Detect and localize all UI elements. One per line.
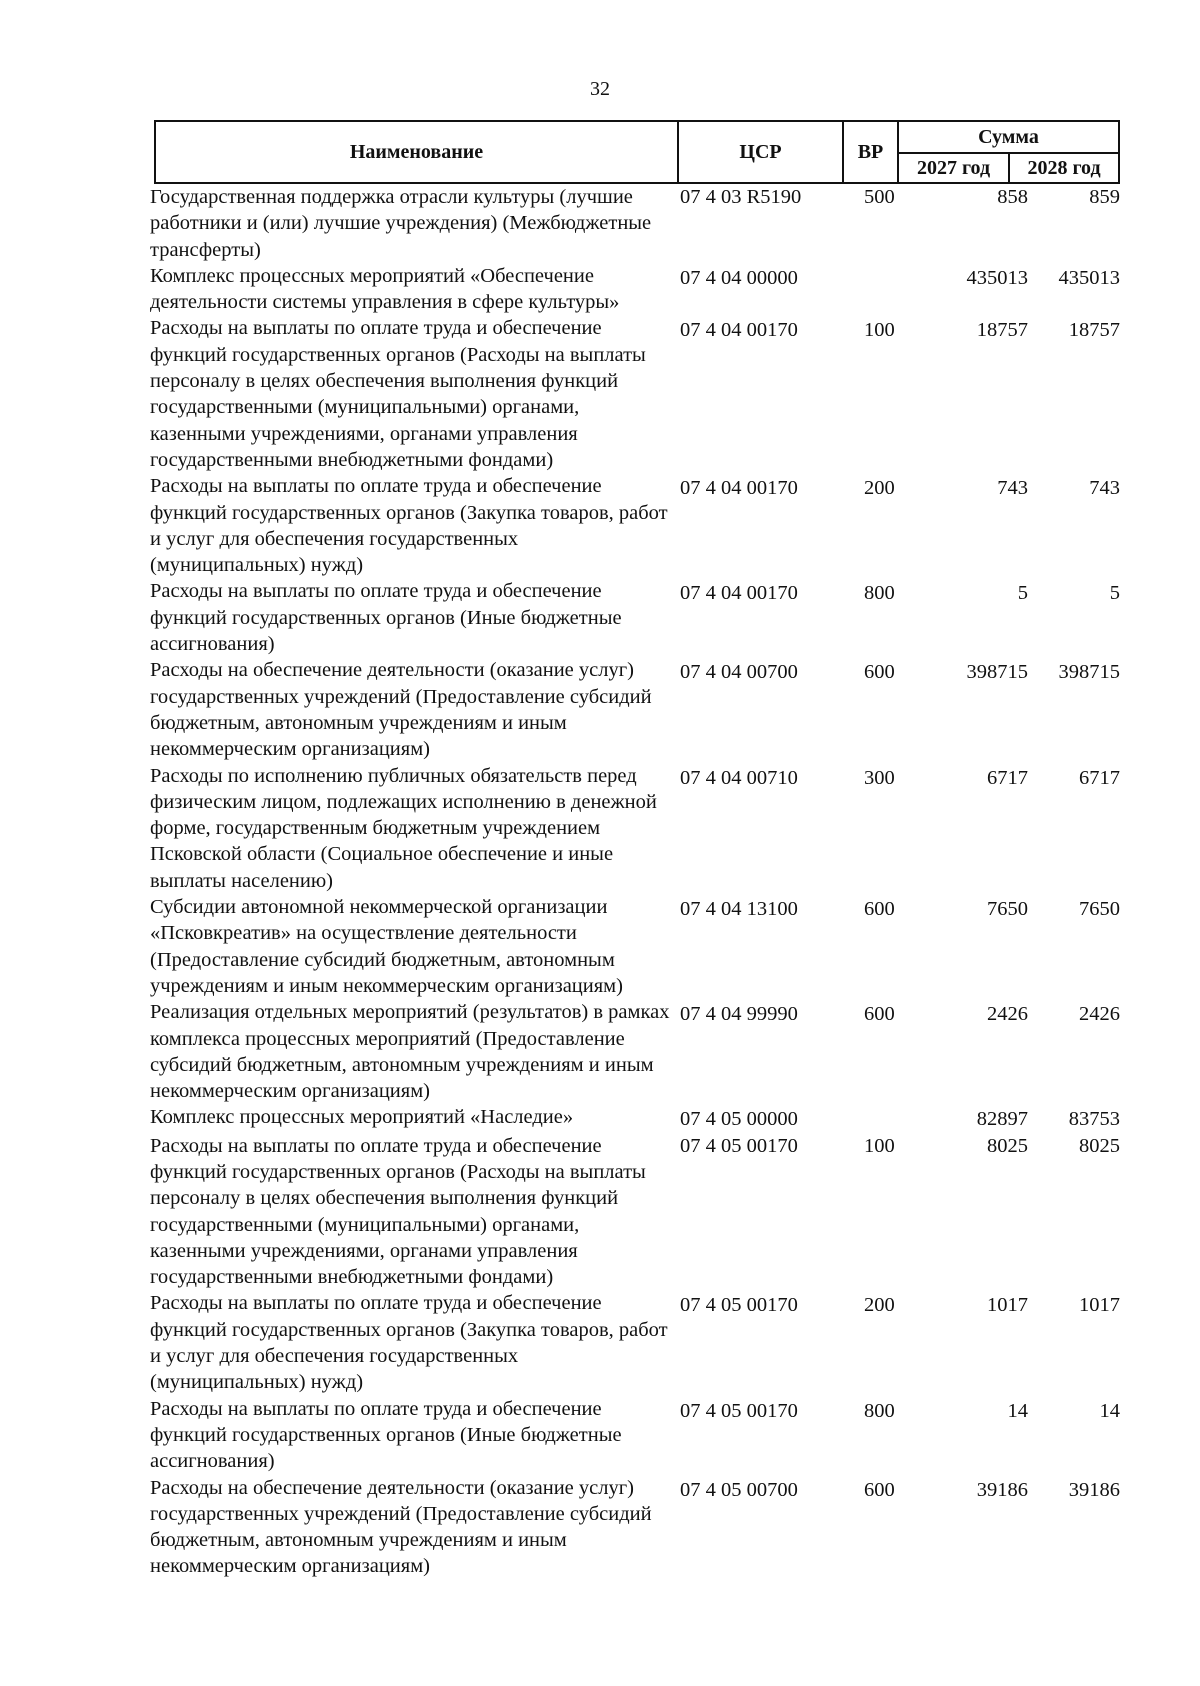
row-name: Расходы на выплаты по оплате труда и обеспечение функций государственных органов (Иные бюджетные ассигнования)	[150, 580, 622, 656]
table-header	[154, 120, 1120, 184]
row-csr: 07 4 05 00170	[680, 1399, 798, 1422]
table-body	[150, 184, 1120, 1580]
row-name: Расходы на обеспечение деятельности (оказание услуг) государственных учреждений (Предоставление субсидий бюджетным, автономным учреждениям и иным некоммерческим организациям)	[150, 1476, 652, 1578]
row-csr: 07 4 04 00700	[680, 661, 798, 684]
table-row	[150, 657, 1120, 762]
row-sum-2027: 14	[1007, 1399, 1028, 1422]
row-vr: 600	[864, 898, 895, 921]
header-year-2027: 2027 год	[898, 153, 1009, 183]
header-sum: Сумма	[898, 121, 1119, 153]
row-sum-2028: 398715	[1058, 661, 1120, 684]
row-vr: 100	[864, 1134, 895, 1157]
row-csr: 07 4 04 00170	[680, 582, 798, 605]
row-name: Расходы на выплаты по оплате труда и обеспечение функций государственных органов (Закупка товаров, работ и услуг для обеспечения государственных (муниципальных) нужд)	[150, 1292, 668, 1394]
header-name: Наименование	[155, 121, 678, 183]
row-name: Расходы на выплаты по оплате труда и обеспечение функций государственных органов (Расходы на выплаты персоналу в целях обеспечения выполнения функций государственными (муниципальными) органами, казенными учреждениями, органами управления государственными внебюджетными фондами)	[150, 317, 646, 471]
header-vr: ВР	[843, 121, 898, 183]
row-csr: 07 4 05 00000	[680, 1108, 798, 1131]
table-row	[150, 1133, 1120, 1291]
row-sum-2027: 39186	[976, 1478, 1028, 1501]
row-sum-2028: 18757	[1068, 319, 1120, 342]
row-sum-2027: 5	[1017, 582, 1028, 605]
row-csr: 07 4 05 00700	[680, 1478, 798, 1501]
row-csr: 07 4 04 13100	[680, 898, 798, 921]
table-row	[150, 1290, 1120, 1395]
row-sum-2028: 14	[1099, 1399, 1120, 1422]
row-sum-2027: 858	[997, 186, 1028, 208]
page-number: 32	[590, 78, 610, 100]
row-name: Расходы на выплаты по оплате труда и обеспечение функций государственных органов (Закупка товаров, работ и услуг для обеспечения государственных (муниципальных) нужд)	[150, 475, 668, 577]
row-sum-2028: 39186	[1068, 1478, 1120, 1501]
row-name: Комплекс процессных мероприятий «Наследие»	[150, 1106, 574, 1129]
row-sum-2028: 2426	[1079, 1003, 1120, 1026]
row-sum-2028: 1017	[1079, 1294, 1120, 1317]
row-vr	[858, 1106, 924, 1132]
table-row	[150, 1396, 1120, 1475]
row-name: Комплекс процессных мероприятий «Обеспечение деятельности системы управления в сфере культуры»	[150, 264, 620, 314]
row-csr: 07 4 04 00000	[680, 266, 798, 289]
row-sum-2027: 743	[997, 477, 1028, 500]
row-name: Расходы на выплаты по оплате труда и обеспечение функций государственных органов (Иные бюджетные ассигнования)	[150, 1397, 622, 1473]
row-sum-2027: 6717	[987, 766, 1028, 789]
row-sum-2027: 2426	[987, 1003, 1028, 1026]
table-row	[150, 763, 1120, 894]
row-sum-2028: 435013	[1058, 266, 1120, 289]
row-vr: 600	[864, 661, 895, 684]
row-name: Расходы по исполнению публичных обязательств перед физическим лицом, подлежащих исполнению в денежной форме, государственным бюджетным учреждением Псковской области (Социальное обеспечение и иные выплаты населению)	[150, 764, 657, 892]
row-vr: 600	[864, 1478, 895, 1501]
row-sum-2028: 83753	[1068, 1108, 1120, 1131]
row-sum-2028: 743	[1089, 477, 1120, 500]
row-csr: 07 4 05 00170	[680, 1134, 798, 1157]
row-sum-2028: 7650	[1079, 898, 1120, 921]
row-sum-2028: 6717	[1079, 766, 1120, 789]
row-vr: 200	[864, 1294, 895, 1317]
row-sum-2028: 859	[1089, 186, 1120, 208]
table-row	[150, 999, 1120, 1104]
row-vr: 300	[864, 766, 895, 789]
row-name: Субсидии автономной некоммерческой организации «Псковкреатив» на осуществление деятельности (Предоставление субсидий бюджетным, автономным учреждениям и иным некоммерческим организациям)	[150, 896, 623, 997]
row-sum-2027: 7650	[987, 898, 1028, 921]
row-csr: 07 4 04 00170	[680, 319, 798, 342]
row-vr: 500	[864, 186, 895, 208]
row-vr: 800	[864, 1399, 895, 1422]
row-sum-2027: 1017	[987, 1294, 1028, 1317]
row-vr	[858, 265, 924, 291]
row-csr: 07 4 05 00170	[680, 1294, 798, 1317]
row-name: Расходы на выплаты по оплате труда и обеспечение функций государственных органов (Расходы на выплаты персоналу в целях обеспечения выполнения функций государственными (муниципальными) органами, казенными учреждениями, органами управления государственными внебюджетными фондами)	[150, 1134, 646, 1289]
row-sum-2027: 435013	[966, 266, 1028, 289]
row-csr: 07 4 04 99990	[680, 1003, 798, 1026]
row-sum-2027: 18757	[976, 319, 1028, 342]
row-vr: 600	[864, 1003, 895, 1026]
table-row	[150, 1104, 1120, 1132]
row-csr: 07 4 04 00170	[680, 477, 798, 500]
header-csr: ЦСР	[678, 121, 843, 183]
table-row	[150, 184, 1120, 263]
header-year-2028: 2028 год	[1009, 153, 1119, 183]
row-name: Реализация отдельных мероприятий (результатов) в рамках комплекса процессных мероприятий (Предоставление субсидий бюджетным, автономным учреждениям и иным некоммерческим организациям)	[150, 1001, 670, 1103]
row-vr: 100	[864, 319, 895, 342]
row-sum-2028: 5	[1109, 582, 1120, 605]
row-sum-2027: 398715	[966, 661, 1028, 684]
table-row	[150, 263, 1120, 316]
table-row	[150, 894, 1120, 999]
row-csr: 07 4 04 00710	[680, 766, 798, 789]
row-sum-2027: 8025	[987, 1134, 1028, 1157]
row-vr: 200	[864, 477, 895, 500]
row-sum-2028: 8025	[1079, 1134, 1120, 1157]
table-row	[150, 473, 1120, 578]
table-row	[150, 1475, 1120, 1580]
table-row	[150, 578, 1120, 657]
row-name: Государственная поддержка отрасли культуры (лучшие работники и (или) лучшие учреждения) (Межбюджетные трансферты)	[150, 186, 652, 261]
row-csr: 07 4 03 R5190	[680, 186, 802, 208]
row-name: Расходы на обеспечение деятельности (оказание услуг) государственных учреждений (Предоставление субсидий бюджетным, автономным учреждениям и иным некоммерческим организациям)	[150, 659, 652, 761]
table-row	[150, 315, 1120, 473]
row-vr: 800	[864, 582, 895, 605]
row-sum-2027: 82897	[976, 1108, 1028, 1131]
